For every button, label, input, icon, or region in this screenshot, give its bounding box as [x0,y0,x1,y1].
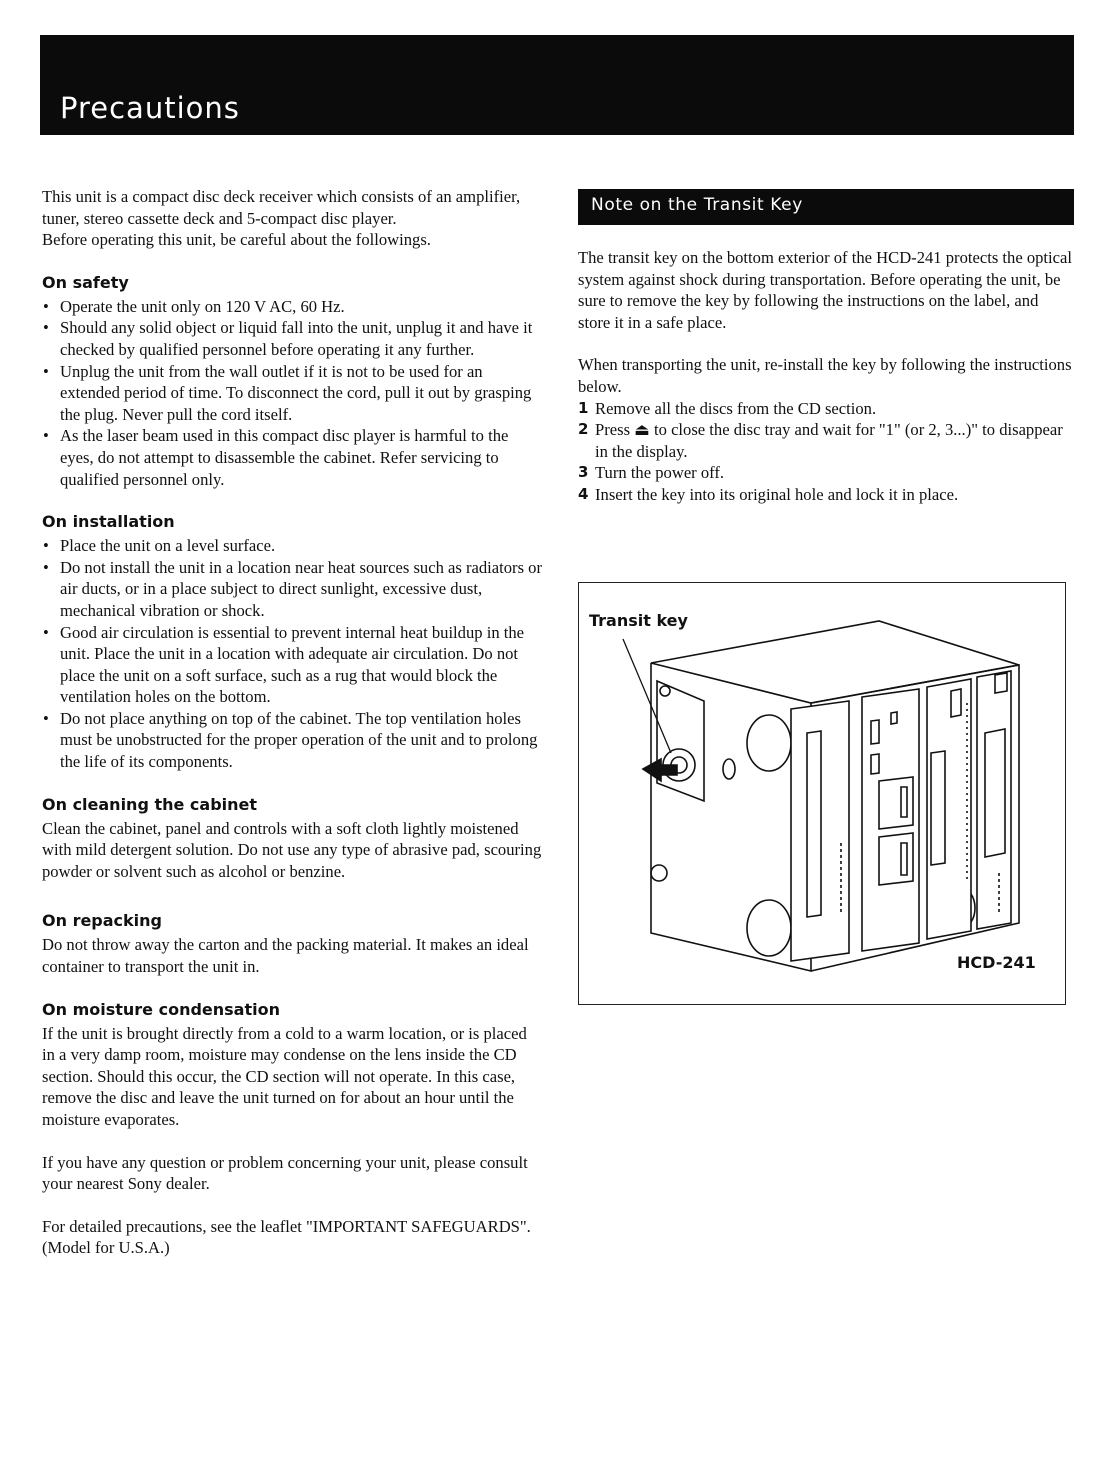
section-repacking [42,910,542,977]
section-heading: On installation [42,512,175,532]
list-item: • Unplug the unit from the wall outlet if it is not to be used for an extended period of time. To disconnect the cord, pull it out by grasping the plug. Never pull the cord itself. [42,361,542,426]
step-number: 3 [578,463,589,482]
list-item: • Do not install the unit in a location near heat sources such as radiators or air ducts, or in a place subject to direct sunlight, excessive dust, mechanical vibration or shock. [42,557,542,622]
section-text: Do not throw away the carton and the packing material. It makes an ideal container to transport the unit in. [42,935,529,977]
section-heading: On safety [42,272,129,292]
note-heading: Note on the Transit Key [591,195,803,215]
model-label: HCD-241 [957,953,1036,972]
right-column [578,186,1074,506]
section-heading: On repacking [42,911,163,931]
bullet-list [42,296,542,490]
list-item [578,419,1074,462]
section-text: If the unit is brought directly from a cold to a warm location, or is placed in a very damp room, moisture may condense on the lens inside the CD section. Should this occur, the CD section will not operate. In this case, remove the disc and leave the unit turned on for about an hour until the moisture evaporates. [42,1023,527,1129]
bullet-list [42,535,542,773]
list-item: • Good air circulation is essential to prevent internal heat buildup in the unit. Place the unit in a location with adequate air circulation. Do not place the unit on a soft surface, such as a rug that would block the ventilation holes on the bottom. [42,622,542,708]
question-paragraph: If you have any question or problem concerning your unit, please consult your nearest Sony dealer. [42,1152,528,1194]
stereo-unit-drawing [579,583,1065,1004]
step-text: Press ⏏ to close the disc tray and wait for "1" (or 2, 3...)" to disappear in the display. [595,420,1063,461]
page-title: Precautions [60,91,240,125]
list-item: • Place the unit on a level surface. [42,535,542,557]
step-text: Remove all the discs from the CD section. [595,398,877,418]
section-installation [42,511,542,773]
list-item: • Should any solid object or liquid fall into the unit, unplug it and have it checked by qualified personnel before operating it any further. [42,317,542,360]
section-safety [42,272,542,490]
transport-paragraph: When transporting the unit, re-install the key by following the instructions below. [578,355,1072,396]
section-heading: On moisture condensation [42,999,280,1019]
step-number: 1 [578,398,589,417]
left-column [42,186,542,1259]
step-text: Insert the key into its original hole and lock it in place. [595,484,959,504]
title-bar [40,35,1074,135]
transit-key-figure [578,582,1066,1005]
step-text: Turn the power off. [595,463,725,483]
section-heading: On cleaning the cabinet [42,794,258,814]
list-item [578,484,1074,506]
detailed-precautions-paragraph: For detailed precautions, see the leaflet "IMPORTANT SAFEGUARDS". (Model for U.S.A.) [42,1216,531,1258]
list-item [578,462,1074,484]
intro-paragraph-2: Before operating this unit, be careful about the followings. [42,230,431,250]
step-number: 2 [578,420,589,439]
section-moisture [42,999,542,1131]
list-item: • Operate the unit only on 120 V AC, 60 Hz. [42,296,542,318]
section-text: Clean the cabinet, panel and controls with a soft cloth lightly moistened with mild detergent solution. Do not use any type of abrasive pad, scouring powder or solvent such as alcohol or benzine. [42,818,542,881]
steps-list [578,398,1074,506]
step-number: 4 [578,484,589,503]
intro-paragraph: This unit is a compact disc deck receiver which consists of an amplifier, tuner, stereo cassette deck and 5-compact disc player. [42,187,521,228]
section-cleaning [42,794,542,883]
list-item: • As the laser beam used in this compact disc player is harmful to the eyes, do not attempt to disassemble the cabinet. Refer servicing to qualified personnel only. [42,425,542,490]
transit-paragraph: The transit key on the bottom exterior of the HCD-241 protects the optical system against shock during transportation. Before operating the unit, be sure to remove the key by following the instructions on the label, and store it in a safe place. [578,248,1072,332]
transit-key-label: Transit key [589,611,688,630]
note-heading-bar [578,189,1074,225]
list-item: • Do not place anything on top of the cabinet. The top ventilation holes must be unobstructed for the proper operation of the unit and to prolong the life of its components. [42,708,542,773]
list-item [578,398,1074,420]
